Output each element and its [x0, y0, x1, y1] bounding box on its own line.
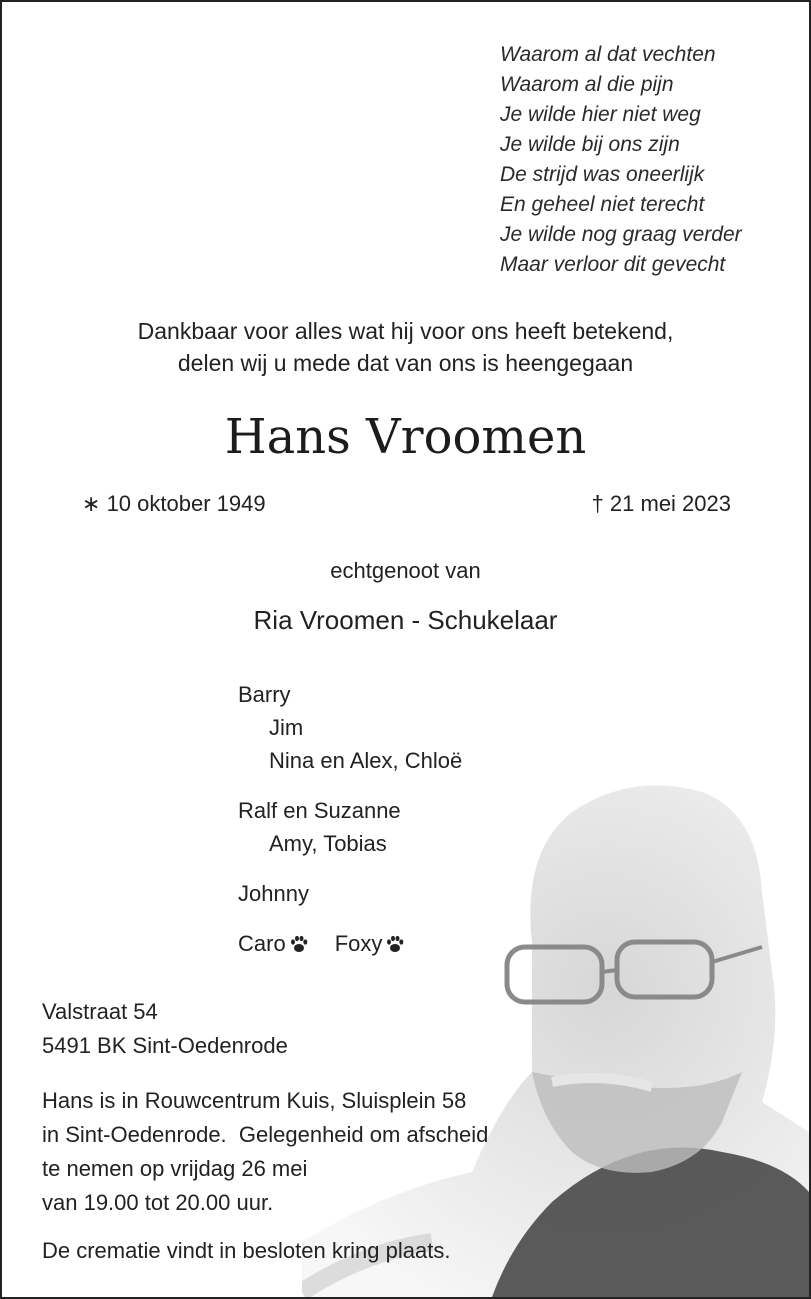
pets [238, 927, 462, 960]
intro-text [2, 315, 809, 379]
birth-symbol: ∗ [82, 491, 101, 516]
family-group [238, 877, 462, 910]
address-street: Valstraat 54 [42, 999, 158, 1024]
address-city: 5491 BK Sint-Oedenrode [42, 1033, 288, 1058]
spouse-name: Ria Vroomen - Schukelaar [253, 605, 558, 635]
child-name: Barry [238, 682, 291, 707]
pet [238, 927, 309, 960]
visitation-line: in Sint-Oedenrode. Gelegenheid om afscheid [42, 1122, 489, 1147]
birth-date-text: 10 oktober 1949 [106, 491, 266, 516]
pet [335, 927, 406, 960]
pet-name: Foxy [334, 931, 383, 956]
intro-line-2: delen wij u mede dat van ons is heengegaan [177, 350, 634, 376]
cremation-notice: De crematie vindt in besloten kring plaats. [42, 1238, 451, 1263]
paw-print-icon [385, 934, 405, 954]
visitation-line: van 19.00 tot 20.00 uur. [42, 1190, 274, 1215]
poem [500, 40, 742, 280]
child-name: Ralf en Suzanne [238, 798, 401, 823]
poem-line: Je wilde bij ons zijn [500, 133, 680, 156]
deceased-name: Hans Vroomen [224, 409, 587, 465]
poem-line: Je wilde nog graag verder [500, 223, 742, 246]
family-group [238, 794, 462, 860]
grandchild-name: Jim [269, 715, 304, 740]
grandchild-name: Amy, Tobias [269, 831, 387, 856]
birth-date [82, 488, 266, 520]
family-group [238, 678, 462, 777]
poem-line: Je wilde hier niet weg [500, 103, 701, 126]
poem-line: Waarom al die pijn [500, 73, 674, 96]
poem-line: Maar verloor dit gevecht [500, 253, 726, 276]
visitation-line: te nemen op vrijdag 26 mei [42, 1156, 308, 1181]
child-name: Johnny [238, 881, 309, 906]
poem-line: Waarom al dat vechten [500, 43, 716, 66]
paw-print-icon [289, 934, 309, 954]
pet-name: Caro [238, 931, 286, 956]
visitation-info [42, 1084, 488, 1220]
death-date [592, 488, 731, 520]
poem-line: En geheel niet terecht [500, 193, 705, 216]
spouse-label: echtgenoot van [330, 558, 481, 583]
death-symbol: † [591, 491, 604, 516]
grandchild-name: Nina en Alex, Chloë [269, 748, 463, 773]
intro-line-1: Dankbaar voor alles wat hij voor ons heeft betekend, [137, 318, 674, 344]
visitation-line: Hans is in Rouwcentrum Kuis, Sluisplein 58 [42, 1088, 467, 1113]
poem-line: De strijd was oneerlijk [500, 163, 705, 186]
death-date-text: 21 mei 2023 [609, 491, 731, 516]
family-list [238, 678, 462, 960]
address [42, 995, 288, 1063]
